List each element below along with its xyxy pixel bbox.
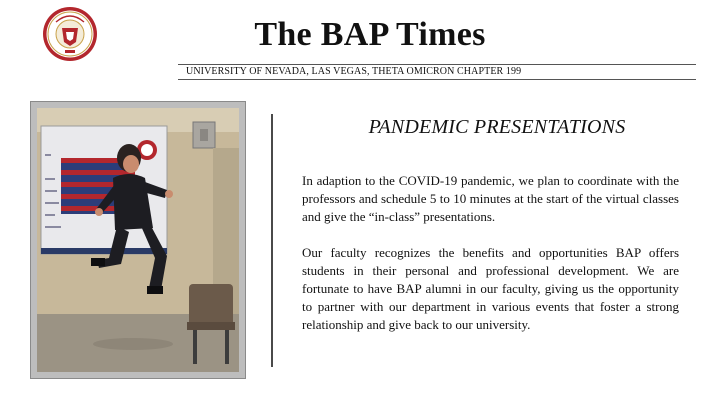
chapter-seal-logo (42, 6, 98, 62)
photo-frame (30, 101, 246, 379)
article-paragraph-2: Our faculty recognizes the benefits and opportunities BAP offers students in their personal and professional development. We are fortunate to have BAP alumni in our faculty, giving us the opportunity to partner with our department in various events that foster a strong relationship and give back to our university. (302, 245, 679, 332)
masthead-rule-top (178, 64, 696, 65)
newsletter-subtitle: UNIVERSITY OF NEVADA, LAS VEGAS, THETA OMICRON CHAPTER 199 (186, 66, 522, 77)
article-headline: PANDEMIC PRESENTATIONS (368, 116, 626, 138)
article-paragraph-1: In adaption to the COVID-19 pandemic, we plan to coordinate with the professors and schedule 5 to 10 minutes at the start of the virtual classes and give the “in-class” presentations. (302, 173, 679, 224)
presentation-photo (37, 108, 239, 372)
newsletter-title: The BAP Times (254, 16, 486, 53)
masthead-rule-bottom (178, 79, 696, 80)
column-divider (271, 114, 273, 367)
